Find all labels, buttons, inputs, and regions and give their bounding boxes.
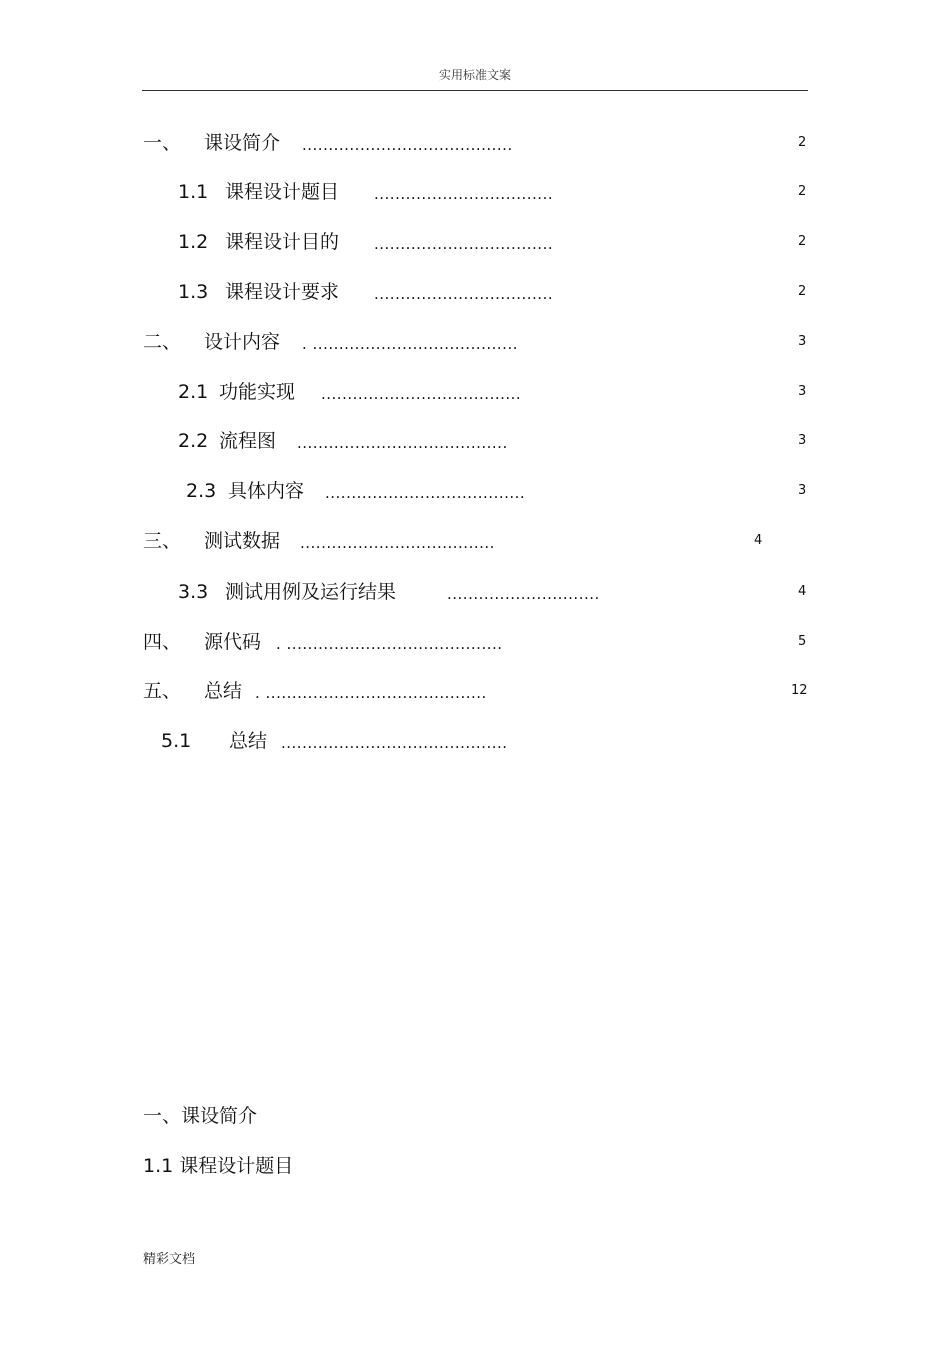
toc-page-number: 2: [798, 284, 807, 299]
toc-page-number: 3: [798, 384, 807, 399]
toc-page-number: 3: [798, 334, 807, 349]
toc-number: 2.2: [178, 430, 209, 452]
toc-leader-dots: .....................................: [300, 534, 495, 552]
toc-row-2-2[interactable]: [0, 426, 950, 456]
toc-row-5[interactable]: [0, 676, 950, 706]
toc-title: 设计内容: [204, 331, 281, 353]
toc-leader-dots: ........................................: [297, 434, 508, 452]
toc-number: 三、: [143, 530, 182, 552]
toc-title: 流程图: [219, 430, 277, 452]
toc-number: 二、: [143, 331, 182, 353]
toc-number: 5.1: [161, 730, 192, 752]
toc-title: 课程设计要求: [225, 281, 340, 303]
toc-page-number: 3: [798, 433, 807, 448]
toc-page-number: 2: [798, 234, 807, 249]
toc-leader-dots: .............................: [447, 585, 600, 603]
toc-number: 一、: [143, 132, 182, 154]
toc-row-5-1[interactable]: [0, 726, 950, 756]
toc-number: 1.1: [178, 181, 209, 203]
toc-title: 测试用例及运行结果: [225, 581, 397, 603]
toc-row-4[interactable]: [0, 627, 950, 657]
toc-title: 总结: [229, 730, 268, 752]
toc-title: 源代码: [204, 631, 262, 653]
toc-leader-dots: . .......................................: [302, 335, 518, 353]
toc-row-1-3[interactable]: [0, 277, 950, 307]
toc-page-number: 5: [798, 634, 807, 649]
toc-row-1[interactable]: [0, 128, 950, 158]
toc-row-2-3[interactable]: [0, 476, 950, 506]
toc-number: 2.1: [178, 381, 209, 403]
toc-row-3-3[interactable]: [0, 577, 950, 607]
toc-page-number: 3: [798, 483, 807, 498]
page-footer: 精彩文档: [143, 1252, 196, 1267]
toc-title: 具体内容: [228, 480, 305, 502]
toc-title: 功能实现: [219, 381, 296, 403]
toc-leader-dots: ..................................: [374, 285, 554, 303]
toc-leader-dots: ..................................: [374, 185, 554, 203]
toc-number: 2.3: [186, 480, 217, 502]
toc-row-2-1[interactable]: [0, 377, 950, 407]
toc-page-number: 2: [798, 135, 807, 150]
page-header-title: 实用标准文案: [438, 68, 511, 82]
toc-page-number: 4: [754, 533, 763, 548]
toc-leader-dots: ......................................: [325, 484, 526, 502]
toc-row-1-1[interactable]: [0, 177, 950, 207]
toc-title: 课程设计目的: [225, 231, 340, 253]
toc-title: 总结: [204, 680, 243, 702]
toc-leader-dots: ......................................: [321, 385, 522, 403]
toc-number: 3.3: [178, 581, 209, 603]
toc-leader-dots: . ..........................................: [255, 684, 487, 702]
toc-title: 课程设计题目: [225, 181, 340, 203]
toc-title: 课设简介: [204, 132, 281, 154]
toc-row-3[interactable]: [0, 526, 950, 556]
toc-number: 四、: [143, 631, 182, 653]
toc-page-number: 4: [798, 584, 807, 599]
toc-title: 测试数据: [204, 530, 281, 552]
toc-leader-dots: ...........................................: [281, 734, 508, 752]
section-heading-1: 一、课设简介: [143, 1105, 258, 1127]
toc-leader-dots: . .........................................: [276, 635, 503, 653]
toc-row-1-2[interactable]: [0, 227, 950, 257]
section-heading-1-1: 1.1 课程设计题目: [143, 1155, 294, 1177]
toc-number: 1.3: [178, 281, 209, 303]
toc-number: 五、: [143, 680, 182, 702]
toc-number: 1.2: [178, 231, 209, 253]
toc-leader-dots: ........................................: [302, 136, 513, 154]
toc-page-number: 12: [791, 683, 808, 698]
toc-row-2[interactable]: [0, 327, 950, 357]
toc-page-number: 2: [798, 184, 807, 199]
header-divider: [142, 90, 808, 91]
toc-leader-dots: ..................................: [374, 235, 554, 253]
